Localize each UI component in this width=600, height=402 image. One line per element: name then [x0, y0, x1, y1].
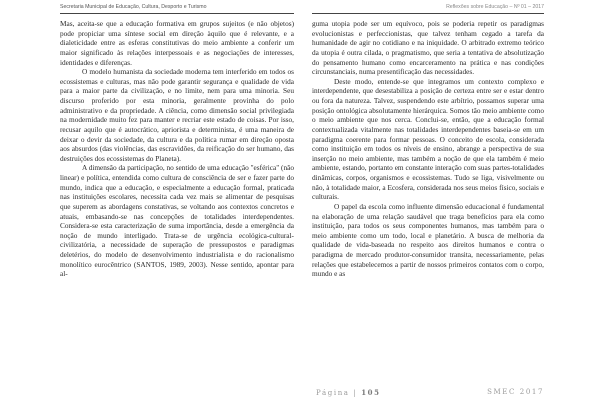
paragraph: A dimensão da participação, no sentido de uma educação "esférica" (não linear) e política, entendida como cultura de consciência de ser e fazer parte do mundo, indica que a educação, e especialmente a educação formal, praticada nas instituições escolares, necessita cada vez mais se alimentar de pesquisas que superem as abordagens constativas, se voltando aos contextos concretos e atuais, embasando-se nas concepções de totalidades interdependentes. Considera-se esta caracterização de suma importância, desde a emergência da noção de mundo interligado. Trata-se de urgência ecológica-cultural- civilizatória, a necessidade de superação de pressupostos e paradigmas deletérios, do modelo de desenvolvimento industrialista e do racionalismo monolítico eurocêntrico (SANTOS, 1989, 2003). Nesse sentido, apontar para al- [60, 163, 295, 279]
footer-publisher-year: SMEC 2017 [487, 388, 544, 396]
paragraph: O modelo humanista da sociedade moderna tem interferido em todos os ecossistemas e culturas, mas não pode garantir segurança e qualidade de vida para a maior parte da civilização, e no limite, nem para uma minoria. Seu discurso proferido por esta minoria, geralmente provinha do polo administrativo e da propriedade. A ciência, como dimensão social privilegiada na modernidade muito fez para manter e recriar este estado de coisas. Por isso, recusar aquilo que é autocrático, apriorista e determinista, é uma maneira de deixar o devir da sociedade, da cultura e da política rumar em direção oposta aos absurdos (das violências, das escravidões, da reificação do ser humano, das destruições dos ecossistemas do Planeta). [60, 67, 294, 163]
left-column [60, 0, 294, 402]
left-column-text [60, 19, 294, 279]
running-header-right: Reflexões sobre Educação – Nº 01 – 2017 [312, 4, 544, 14]
page-label: Página | [316, 389, 358, 397]
running-header-left: Secretaria Municipal de Educação, Cultura, Desporto e Turismo [60, 4, 294, 14]
page-number: 105 [361, 388, 381, 397]
paragraph: Mas, aceita-se que a educação formativa em grupos sujeitos (e não objetos) pode propiciar uma síntese social em direção àquilo que é relevante, e a dialeticidade entre as esferas constitutivas do meio ambiente a conferir um maior significado às relações interpessoais e as negociações de interesses, identidades e diferenças. [60, 19, 294, 67]
right-column [312, 0, 544, 402]
paragraph: O papel da escola como influente dimensão educacional é fundamental na elaboração de uma relação saudável que traga benefícios para ela como instituição, para todos os seus componentes humanos, mas também para o meio ambiente como um todo, local e planetário. A busca de melhoria da qualidade de vida-baseada no respeito aos direitos humanos e contra o paradigma de mercado produtor-consumidor transita, necessariamente, pelas relações que estabelecemos a partir de nossos primeiros contatos com o corpo, mundo e as [312, 201, 544, 279]
page-number-label [316, 388, 381, 397]
paragraph: guma utopia pode ser um equívoco, pois se poderia repetir os paradigmas evolucionistas e perfeccionistas, que talvez tenham cegado a tarefa da humanidade de agir no cotidiano e na iniquidade. O arbitrado extremo teórico da utopia é outra cilada, o pragmatismo, que seria a tentativa de absolutização do pensamento humano como encarceramento na prática e nas condições circunstanciais, numa presentificação das necessidades. [312, 19, 544, 77]
paragraph: Deste modo, entende-se que integramos um contexto complexo e interdependente, que desestabiliza a posição de certeza entre ser e estar dentro ou fora da natureza. Talvez, suspendendo este arbítrio, possamos superar uma posição ontológica absolutamente hierárquica. Somos tão meio ambiente como o meio ambiente que nos cerca. Conclui-se, então, que a educação formal contextualizada vitalmente nas totalidades interdependentes baseia-se em um paradigma coerente para formar pessoas. O conceito de escola, considerada como instituição em todos os níveis de ensino, abrange a perspectiva de sua inserção no meio ambiente, mas também a noção de que ela também é meio ambiente, estando, portanto em constante interação com suas partes-totalidades dinâmicas, corpos, organismos e ecossistemas. Tudo se liga, visivelmente ou não, à totalidade maior, a Ecosfera, considerada nos seus meios físico, sociais e culturais. [312, 76, 544, 202]
right-column-text [312, 19, 544, 279]
